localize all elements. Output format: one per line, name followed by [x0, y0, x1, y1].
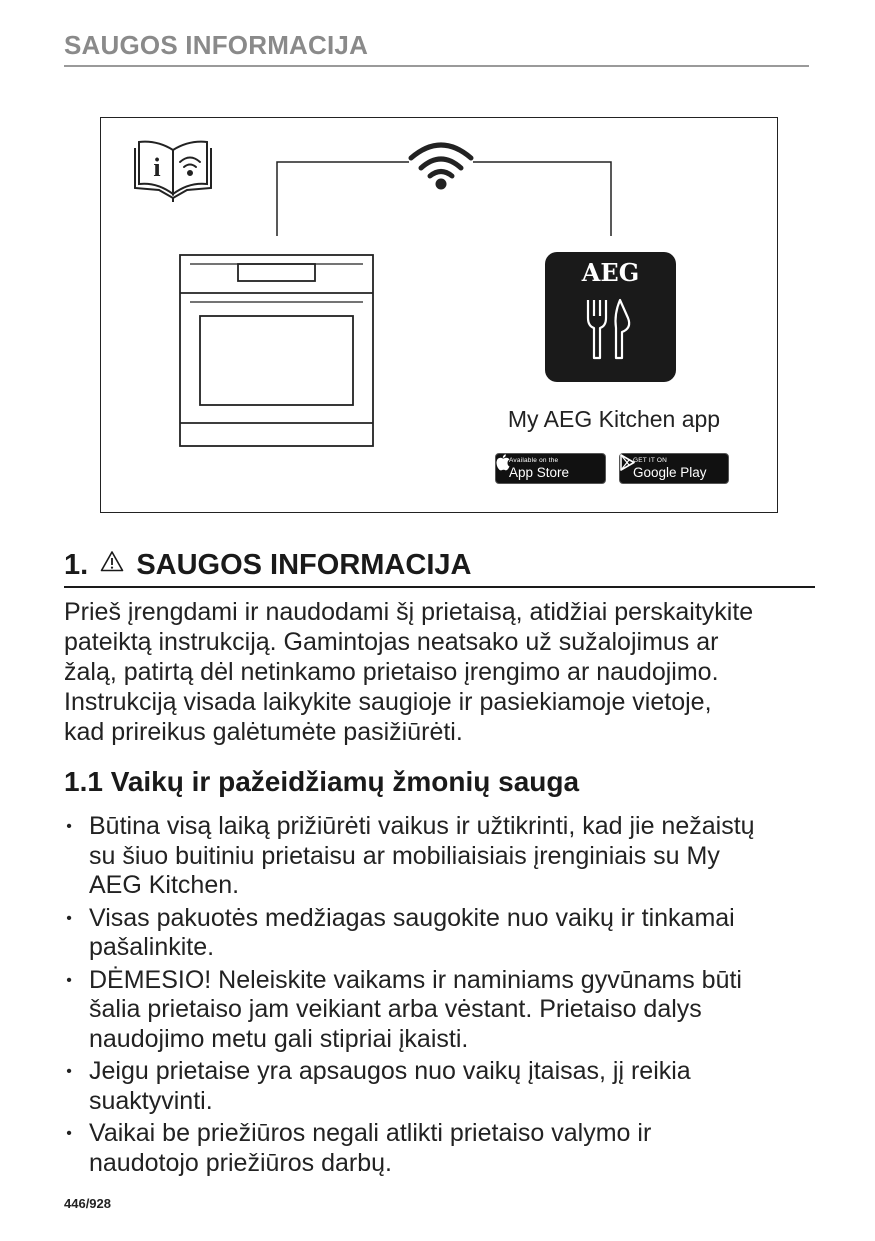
aeg-logo-text: AEG	[581, 258, 640, 287]
intro-line: žalą, patirtą dėl netinkamo prietaiso įrengimo ar naudojimo.	[64, 658, 719, 686]
app-store-label: App Store	[509, 464, 570, 480]
bullet-icon: •	[66, 1125, 72, 1142]
running-header: SAUGOS INFORMACIJA	[64, 30, 809, 67]
list-item	[64, 966, 824, 1055]
bullet-line: šalia prietaiso jam veikiant arba vėstant. Prietaiso dalys	[89, 995, 702, 1023]
app-store-badge[interactable]	[495, 453, 606, 484]
app-store-small-text: Available on the	[509, 457, 559, 464]
page-number: 446/928	[64, 1196, 111, 1211]
bullet-line: Vaikai be priežiūros negali atlikti prietaiso valymo ir	[89, 1119, 652, 1147]
bullet-line: naudojimo metu gali stipriai įkaisti.	[89, 1024, 469, 1053]
bullet-line: pašalinkite.	[89, 933, 215, 961]
bullet-line: suaktyvinti.	[89, 1086, 213, 1115]
bullet-icon: •	[66, 818, 72, 835]
bullet-line: naudotojo priežiūros darbų.	[89, 1148, 392, 1177]
section-title: SAUGOS INFORMACIJA	[136, 549, 472, 581]
list-item	[64, 1119, 824, 1178]
warning-icon	[100, 547, 124, 580]
bullet-line: Jeigu prietaise yra apsaugos nuo vaikų įtaisas, jį reikia	[89, 1057, 691, 1085]
oven-illustration	[180, 255, 373, 446]
bullet-line: AEG Kitchen.	[89, 871, 240, 899]
google-play-badge[interactable]	[619, 453, 729, 484]
connectivity-illustration	[100, 117, 778, 513]
safety-bullet-list	[64, 812, 824, 1181]
bullet-icon: •	[66, 909, 72, 927]
intro-line: kad prireikus galėtumėte pasižiūrėti.	[64, 718, 463, 746]
bullet-icon: •	[66, 1063, 72, 1080]
bullet-line: DĖMESIO! Neleiskite vaikams ir naminiams gyvūnams būti	[89, 965, 742, 994]
list-item	[64, 904, 824, 963]
intro-line: Prieš įrengdami ir naudodami šį prietaisą, atidžiai perskaitykite	[64, 598, 754, 626]
google-play-label: Google Play	[633, 464, 707, 480]
section-heading	[64, 547, 815, 588]
google-play-icon	[620, 454, 636, 471]
list-item	[64, 812, 824, 901]
section-number: 1.	[64, 549, 89, 581]
wifi-icon	[411, 145, 471, 176]
list-item	[64, 1057, 824, 1116]
bullet-line: Būtina visą laiką prižiūrėti vaikus ir užtikrinti, kad jie nežaistų	[89, 812, 755, 840]
bullet-line: Visas pakuotės medžiagas saugokite nuo vaikų ir tinkamai	[89, 903, 735, 932]
bullet-icon: •	[66, 971, 72, 989]
app-name: My AEG Kitchen app	[507, 406, 721, 432]
intro-paragraph	[64, 597, 824, 747]
apple-icon	[496, 454, 510, 471]
manual-info-icon	[135, 142, 211, 202]
google-play-small-text: GET IT ON	[633, 457, 668, 464]
bullet-line: su šiuo buitiniu prietaisu ar mobiliaisiais įrenginiais su My	[89, 841, 720, 870]
subsection-heading: 1.1 Vaikų ir pažeidžiamų žmonių sauga	[64, 766, 580, 797]
svg-text:i: i	[153, 153, 161, 182]
intro-line: Instrukciją visada laikykite saugioje ir pasiekiamoje vietoje,	[64, 688, 712, 716]
intro-line: pateiktą instrukciją. Gamintojas neatsako už sužalojimus ar	[64, 628, 719, 656]
